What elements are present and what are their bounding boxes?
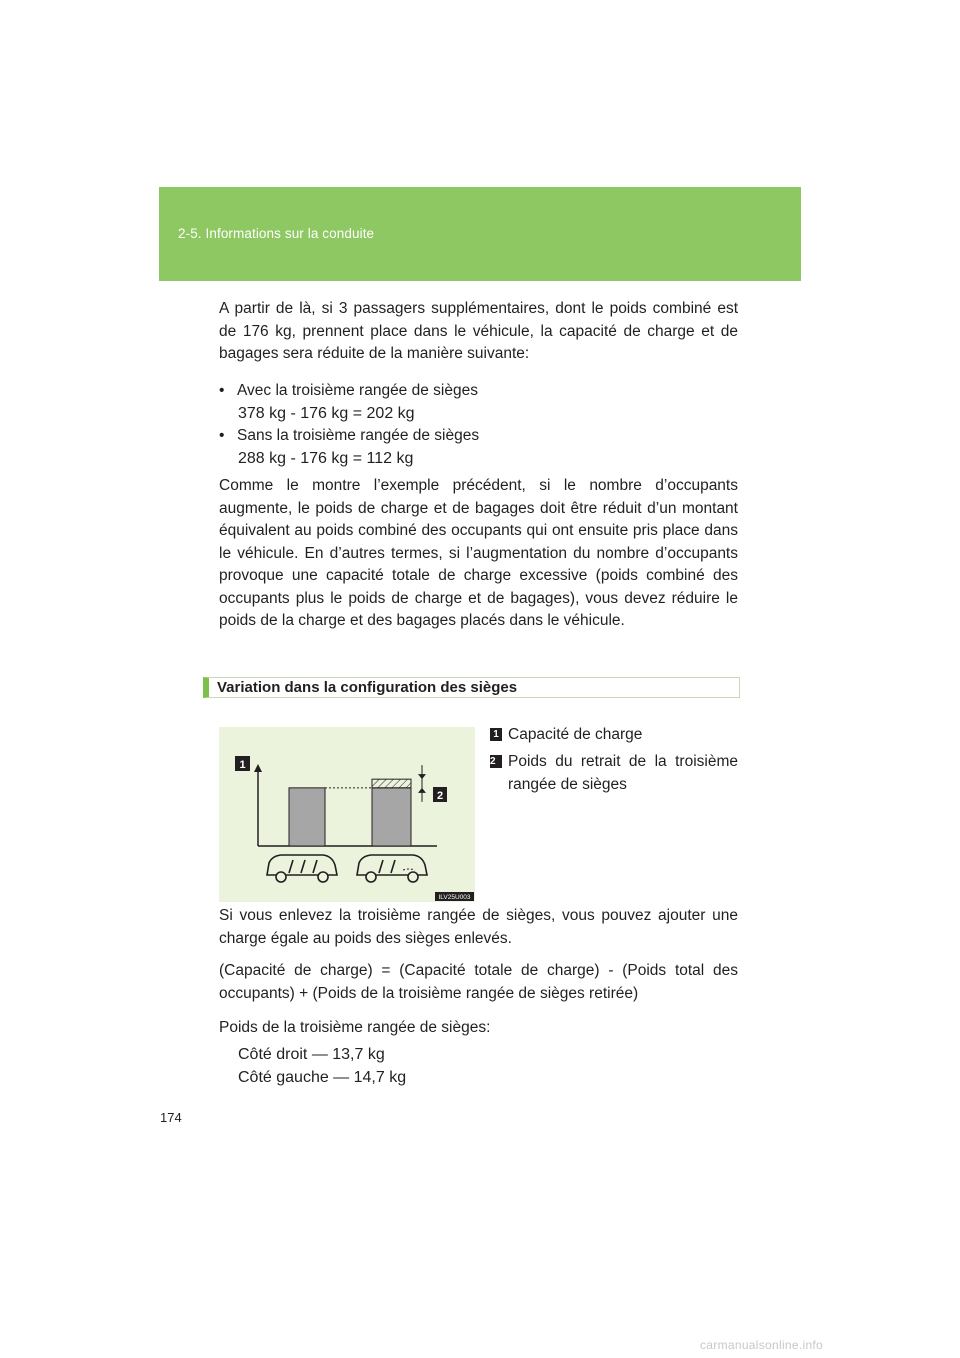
vehicle-with-third-row-icon [267,855,337,882]
bullet-icon: • [219,382,225,399]
y-axis-arrow-icon [254,764,262,772]
main-paragraph: Comme le montre l’exemple précédent, si le nombre d’occupants augmente, le poids de charge et de bagages doit être réduit d’un montant équivalent au poids combiné des occupants qui ont ensuite pris place dans le véhicule. En d’autres termes, si l’augmentation du nombre d’occupants provoque une capacité totale de charge excessive (poids combiné des occupants plus le poids de charge et de bagages), vous devez réduire le poids de la charge et des bagages placés dans le véhicule. [219,477,738,629]
arrow-up-icon [418,788,426,793]
legend-text: Poids du retrait de la troisième rangée de sièges [508,753,738,793]
legend-number-2: 2 [490,755,502,768]
bullet-label: Sans la troisième rangée de sièges [237,427,480,444]
bullet-icon: • [219,427,225,444]
legend-text: Capacité de charge [508,726,643,743]
bar-without-seats [372,788,411,846]
arrow-down-icon [418,774,426,779]
capacity-formula-paragraph: (Capacité de charge) = (Capacité totale de charge) - (Poids total des occupants) + (Poids de la troisième rangée de sièges retirée) [219,962,738,1002]
header-band [159,187,801,281]
seat-weight-right: Côté droit — 13,7 kg [238,1046,385,1063]
bullet-list [219,380,738,470]
bullet-formula: 378 kg - 176 kg = 202 kg [238,404,415,422]
bullet-item [219,380,738,403]
legend-item [490,723,738,746]
subsection-heading: Variation dans la configuration des sièges [203,677,740,698]
seat-config-figure [219,727,475,902]
page-number: 174 [160,1110,182,1125]
legend-item [490,750,738,796]
marker-1-label: 1 [239,759,246,771]
remove-seats-paragraph: Si vous enlevez la troisième rangée de sièges, vous pouvez ajouter une charge égale au poids des sièges enlevés. [219,907,738,947]
marker-2-label: 2 [436,790,444,802]
bullet-formula: 288 kg - 176 kg = 112 kg [238,449,414,467]
legend-number-1: 1 [490,728,502,741]
seat-weight-heading: Poids de la troisième rangée de sièges: [219,1019,491,1036]
seat-config-diagram [219,727,475,902]
bullet-item [219,425,738,448]
seat-weight-left: Côté gauche — 14,7 kg [238,1068,407,1086]
bullet-label: Avec la troisième rangée de sièges [237,382,478,399]
vehicle-without-third-row-icon [357,855,427,882]
seat-weight-list [238,1044,638,1089]
section-title: 2-5. Informations sur la conduite [178,226,375,241]
figure-legend [490,723,738,800]
removed-seat-weight [372,779,411,788]
figure-code: ILV25U003 [438,894,471,901]
intro-paragraph: A partir de là, si 3 passagers supplémentaires, dont le poids combiné est de 176 kg, prennent place dans le véhicule, la capacité de charge et de bagages sera réduite de la manière suivante: [219,300,738,362]
watermark: carmanualsonline.info [700,1338,824,1352]
bar-with-seats [289,788,325,846]
